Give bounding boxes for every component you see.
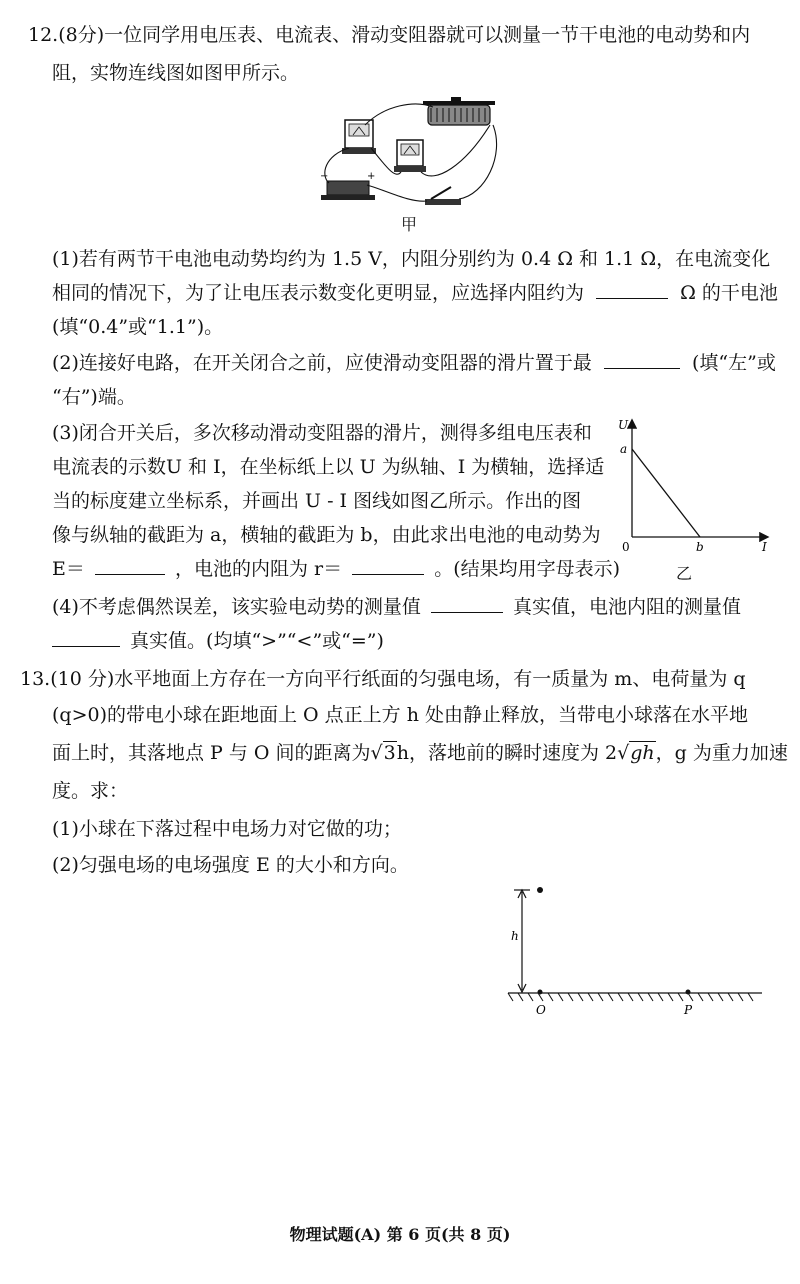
q12-part1-line2-text: 相同的情况下，为了让电压表示数变化更明显，应选择内阻约为 <box>52 282 585 304</box>
q13-line2: (q>0)的带电小球在距地面上 O 点正上方 h 处由静止释放，当带电小球落在水平地 <box>52 704 748 726</box>
page-footer: 物理试题(A) 第 6 页(共 8 页) <box>289 1225 511 1244</box>
q13-line4: 度。求： <box>52 780 129 802</box>
q12-part3-line5-end: 。(结果均用字母表示) <box>434 558 621 580</box>
q13-line1: 13.(10 分)水平地面上方存在一方向平行纸面的匀强电场，有一质量为 m、电荷量为 q <box>20 668 746 690</box>
switch <box>425 187 461 205</box>
height-label: h <box>511 929 519 943</box>
q12-part3-line2: 电流表的示数U 和 I，在坐标纸上以 U 为纵轴、I 为横轴，选择适 <box>52 456 605 478</box>
q12-intro-line1: 12.(8分)一位同学用电压表、电流表、滑动变阻器就可以测量一节干电池的电动势和内 <box>28 24 751 46</box>
q13-line3-end: ，g 为重力加速 <box>655 742 788 764</box>
intercept-a-label: a <box>620 442 628 456</box>
svg-text:−: − <box>320 171 329 182</box>
i-axis-label: I <box>762 540 767 554</box>
q12-part4-line1-text: (4)不考虑偶然误差，该实验电动势的测量值 <box>52 596 421 618</box>
rheostat <box>423 97 495 125</box>
sqrt-radicand-3: 3 <box>383 742 396 764</box>
ui-line <box>632 449 700 537</box>
figure-yi-caption: 乙 <box>676 564 693 583</box>
q12-part2-line1-text: (2)连接好电路，在开关闭合之前，应使滑动变阻器的滑片置于最 <box>52 352 592 374</box>
sqrt-radicand-gh: gh <box>630 742 655 764</box>
answer-blank-resistance[interactable] <box>352 554 424 575</box>
sqrt-symbol: √ <box>370 742 383 764</box>
ground-hatching <box>508 993 753 1001</box>
q12-part1-line1: (1)若有两节干电池电动势均约为 1.5 V，内阻分别约为 0.4 Ω 和 1.1 Ω，在电流变化 <box>52 248 771 270</box>
answer-blank-emf[interactable] <box>95 554 165 575</box>
q12-part3-line3: 当的标度建立坐标系，并画出 U - I 图线如图乙所示。作出的图 <box>52 490 582 512</box>
ui-graph-yi <box>612 415 777 555</box>
q12-part4-line2 <box>52 626 384 656</box>
q13-subq1: (1)小球在下落过程中电场力对它做的功； <box>52 818 402 840</box>
origin-label: 0 <box>622 540 630 554</box>
q12-part2-line1-end: (填“左”或 <box>692 352 776 374</box>
q12-part1-line3: (填“0.4”或“1.1”)。 <box>52 316 224 338</box>
u-axis-label: U <box>618 418 629 432</box>
q13-line3-mid: h，落地前的瞬时速度为 2 <box>396 742 618 764</box>
answer-blank-internal-resistance[interactable] <box>596 278 668 299</box>
point-o-label: O <box>536 1003 546 1017</box>
point-p-label: P <box>684 1003 693 1017</box>
resistance-label: ，电池的内阻为 r＝ <box>174 558 343 580</box>
point-o-marker <box>538 990 543 995</box>
q12-part4-line1 <box>52 592 741 622</box>
q12-part2-line2: “右”)端。 <box>52 386 136 408</box>
point-p-marker <box>686 990 691 995</box>
intercept-b-label: b <box>696 540 704 554</box>
q12-part3-line5 <box>52 554 620 584</box>
q13-line3 <box>52 738 788 768</box>
q12-intro-line2: 阻，实物连线图如图甲所示。 <box>52 62 300 84</box>
sqrt-symbol-2: √ <box>617 742 630 764</box>
emf-label: E＝ <box>52 558 85 580</box>
q12-part2-line1 <box>52 348 776 378</box>
q12-part1-line2 <box>52 278 778 308</box>
ammeter <box>394 140 426 172</box>
q12-part3-line1: (3)闭合开关后，多次移动滑动变阻器的滑片，测得多组电压表和 <box>52 422 592 444</box>
answer-blank-slider-end[interactable] <box>604 348 680 369</box>
figure-jia-caption: 甲 <box>401 215 418 234</box>
circuit-figure-jia <box>315 95 515 215</box>
q13-line3-text: 面上时，其落地点 P 与 O 间的距离为 <box>52 742 371 764</box>
answer-blank-emf-comparison[interactable] <box>431 592 503 613</box>
charged-ball <box>537 887 543 893</box>
svg-text:+: + <box>367 171 376 182</box>
q12-part1-line2-end: Ω 的干电池 <box>680 282 778 304</box>
q12-part4-line1-end: 真实值，电池内阻的测量值 <box>513 596 742 618</box>
answer-blank-resistance-comparison[interactable] <box>52 626 120 647</box>
q12-part3-line4: 像与纵轴的截距为 a，横轴的截距为 b，由此求出电池的电动势为 <box>52 524 601 546</box>
ball-drop-figure <box>500 880 770 1020</box>
q12-part4-line2-text: 真实值。(均填“>”“<”或“=”) <box>130 630 384 652</box>
q13-subq2: (2)匀强电场的电场强度 E 的大小和方向。 <box>52 854 409 876</box>
